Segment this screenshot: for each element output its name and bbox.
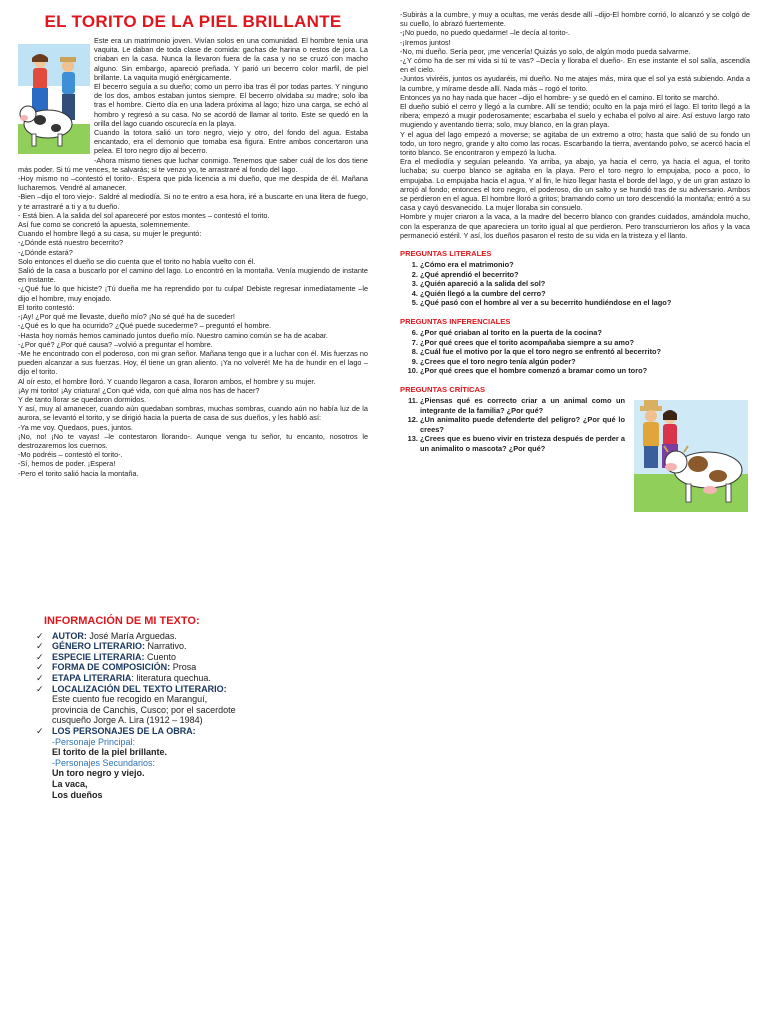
checkmark-icon: ✓ [36, 662, 44, 673]
story-paragraph: -¡Iremos juntos! [400, 37, 451, 47]
story-paragraph: Y de tanto llorar se quedaron dormidos. [18, 394, 147, 404]
story-paragraph: -¿Dónde estará? [18, 247, 73, 257]
secundario-value: Un toro negro y viejo. [52, 768, 145, 779]
question-item: 3. ¿Quién apareció a la salida del sol? [420, 279, 750, 289]
story-paragraph: -Sí, hemos de poder. ¡Espera! [18, 459, 116, 469]
secundario-value: Los dueños [52, 789, 103, 800]
question-item: 1. ¿Cómo era el matrimonio? [420, 260, 750, 270]
story-paragraph: -Hasta hoy nomás hemos caminado juntos dueño mío. Nuestro camino común se ha de acabar. [18, 330, 328, 340]
literal-questions-heading: PREGUNTAS LITERALES [400, 249, 492, 259]
checkmark-icon: ✓ [36, 641, 44, 652]
question-item: 2. ¿Qué aprendió el becerrito? [420, 270, 750, 280]
story-paragraph: -Hoy mismo no –contestó el torito-. Espera que pida licencia a mi dueño, que me despida de él. Mañana lucharemos. Vendré al amanecer. [18, 174, 368, 193]
critical-questions-heading: PREGUNTAS CRÍTICAS [400, 385, 486, 395]
story-paragraph: -¿Dónde está nuestro becerrito? [18, 238, 124, 248]
info-item-autor: ✓ AUTOR: José María Arguedas. [36, 630, 177, 641]
question-item: 8. ¿Cuál fue el motivo por la que el toro negro se enfrentó al becerrito? [420, 347, 750, 357]
story-text-right [400, 10, 750, 240]
story-paragraph: Al oír esto, el hombre lloró. Y cuando llegaron a casa, lloraron ambos, el hombre y su mujer. [18, 376, 316, 386]
inferential-questions-list [400, 328, 750, 376]
question-item: 6. ¿Por qué criaban al torito en la puerta de la cocina? [420, 328, 750, 338]
story-paragraph: -Subirás a la cumbre, y muy a ocultas, me verás desde allí –dijo-El hombre corrió, lo alcanzó y se colgó de su cuello, lo abrazó fuertemente. [400, 10, 750, 29]
story-paragraph: Hombre y mujer criaron a la vaca, a la madre del becerro blanco con grandes cuidados, amándola mucho, con la esperanza de que apareciera un torito igual al que perdieron. Pero transcurrieron los años y la vaca permaneció estéril. Y así, los dueños pasaron el resto de su vida en la tristeza y el llanto. [400, 212, 750, 240]
story-paragraph: Este era un matrimonio joven. Vivían solos en una comunidad. El hombre tenía una vaquita. Le daban de toda clase de comida: gachas de harina o restos de jora. La criaban en la casa. Nunca la llevaron fuera de la casa y no se cruzó con macho alguno. Sin embargo, apareció preñada. Y parió un becerro color marfil, de piel brillante. La vaquita mugió enérgicamente. [94, 36, 368, 82]
question-item: 11. ¿Piensas qué es correcto criar a un animal como un integrante de la familia? ¿Por qué? [420, 396, 625, 415]
localizacion-line: provincia de Canchis, Cusco; por el sacerdote [52, 704, 236, 715]
checkmark-icon: ✓ [36, 725, 44, 736]
info-item-personajes: ✓ LOS PERSONAJES DE LA OBRA: -Personaje Principal: El torito de la piel brillante. -Personajes Secundarios: Un toro negro y viejo. La vaca, Los dueños [36, 726, 366, 800]
question-item: 9. ¿Crees que el toro negro tenía algún poder? [420, 357, 750, 367]
checkmark-icon: ✓ [36, 651, 44, 662]
story-paragraph: -¿Por qué? ¿Por qué causa? –volvió a preguntar el hombre. [18, 339, 213, 349]
story-paragraph: -¿Y cómo ha de ser mi vida si tú te vas? –Decía y lloraba el dueño-. En ese instante el sol salía, ascendía en el cielo. [400, 56, 750, 75]
story-paragraph: El torito contestó: [18, 302, 75, 312]
story-paragraph: Así fue como se concretó la apuesta, solemnemente. [18, 220, 190, 230]
story-paragraph: -No, mi dueño. Sería peor, ¡me vencería! Quizás yo solo, de algún modo pueda salvarme. [400, 46, 691, 56]
story-paragraph: -Ahora mismo tienes que luchar conmigo. Tenemos que saber cuál de los dos tiene más poder. Si tú me vences, te salvarás; si te venzo yo, te arrastraré al fondo del lago. [18, 155, 368, 174]
story-paragraph: -Me he encontrado con el poderoso, con mi gran señor. Mañana tengo que ir a luchar con él. Mis fuerzas no pueden alcanzar a sus fuerzas. Hoy, él tiene un gran aliento. ¡Ya no volveré! Me ha de hundir en el lago –dijo el torito. [18, 348, 368, 377]
story-paragraph: -¡Ay! ¿Por qué me llevaste, dueño mío? ¡No sé qué ha de suceder! [18, 312, 235, 322]
localizacion-line: cusqueño Jorge A. Lira (1912 – 1984) [52, 715, 203, 726]
story-paragraph: Y así, muy al amanecer, cuando aún quedaban sombras, muchas sombras, cuando aún no había luz de la aurora, se levantó el torito, y se dirigió hacia la puerta de casa de sus dueños, y les habló así: [18, 404, 368, 423]
story-paragraph: Solo entonces el dueño se dio cuenta que el torito no había vuelto con él. [18, 256, 256, 266]
principal-label: -Personaje Principal: [52, 736, 136, 747]
secundarios-label: -Personajes Secundarios: [52, 757, 156, 768]
left-column [18, 10, 368, 478]
story-paragraph: Salió de la casa a buscarlo por el camino del lago. Lo encontró en la montaña. Venía mugiendo de instante en instante. [18, 266, 368, 285]
right-column [400, 10, 750, 454]
info-heading: INFORMACIÓN DE MI TEXTO: [44, 615, 200, 627]
info-item-especie: ✓ ESPECIE LITERARIA: Cuento [36, 651, 177, 662]
question-item: 12. ¿Un animalito puede defenderte del peligro? ¿Por qué lo crees? [420, 415, 625, 434]
story-paragraph: -Ya me voy. Quedaos, pues, juntos. [18, 422, 133, 432]
question-item: 4. ¿Quién llegó a la cumbre del cerro? [420, 289, 750, 299]
story-title: EL TORITO DE LA PIEL BRILLANTE [44, 12, 342, 31]
story-paragraph: El dueño subió el cerro y llegó a la cumbre. Allí se tendió; oculto en la paja miró el lago. El torito llegó a la ribera; empezó a mugir poderosamente; escarbaba el suelo y echaba el polvo al aire. Así estuvo largo rato mugiendo y aventando tierra; solo, muy blanco, en la gran playa. [400, 102, 750, 130]
literal-questions-list [400, 260, 750, 308]
critical-questions-block [400, 396, 750, 454]
story-text-left [18, 36, 368, 478]
story-paragraph: ¡No, no! ¡No te vayas! –le contestaron llorando-. Aunque venga tu señor, tu encanto, nosotros le destrozaremos los cuernos. [18, 431, 368, 450]
illustration-family-with-calf [18, 36, 90, 154]
info-item-forma: ✓ FORMA DE COMPOSICIÓN: Prosa [36, 662, 197, 673]
checkmark-icon: ✓ [36, 683, 44, 694]
story-paragraph: Entonces ya no hay nada que hacer –dijo el hombre- y se quedó en el camino. El torito se marchó. [400, 92, 720, 102]
checkmark-icon: ✓ [36, 630, 44, 641]
story-paragraph: Y el agua del lago empezó a moverse; se agitaba de un extremo a otro; hasta que salió de su fondo un todo, un toro negro, grande y alto como las rocas. Escarbando la tierra, aventando polvo, se acercó hacia el torito blanco. Se encontraron y empezó la lucha. [400, 129, 750, 158]
question-item: 10. ¿Por qué crees que el hombre comenzó a bramar como un toro? [420, 366, 750, 376]
story-paragraph: El becerro seguía a su dueño; como un perro iba tras él por todas partes. Y ninguno de los dos, ambos estaban juntos siempre. El becerro olvidaba su madre; solo iba tras el hombre. Cierto día en una ladera próxima al lago; hizo una carga, se echó al hombro y regresó a su casa. No se acordó de llamar al torito. Este se quedó en la orilla del lago cuando oscurecía en la playa. [94, 82, 368, 128]
inferential-questions-heading: PREGUNTAS INFERENCIALES [400, 317, 511, 327]
story-paragraph: Cuando la totora salió un toro negro, viejo y otro, del fondo del agua. Estaba encantado, era el demonio que tomaba esa figura. Entre ambos concertaron una pelea. El toro negro dijo al becerro. [94, 128, 368, 156]
question-item: 7. ¿Por qué crees que el torito acompañaba siempre a su amo? [420, 338, 750, 348]
text-information-section [36, 616, 366, 800]
story-paragraph: Era el mediodía y seguían peleando. Ya arriba, ya abajo, ya hacia el cerro, ya hacia el agua, el torito luchaba; su cuerpo blanco se agitaba en la playa. Pero el toro negro lo empujaba, poco a poco, lo empujaba. Lo empujaba hacia el agua. Y al fin, le hizo llegar hasta el borde del lago, y de un gran astazo lo arrojó al fondo; entonces el toro negro, el poderoso, dio un salto y se hundió tras de su adversario. Ambos se perdieron en el agua. El hombre lloró a gritos; bramando como un toro descendió la montaña; entró a su casa y cayó desvanecido. La mujer lloraba sin consuelo. [400, 157, 750, 213]
info-item-genero: ✓ GÉNERO LITERARIO: Narrativo. [36, 641, 187, 652]
secundario-value: La vaca, [52, 778, 88, 789]
critical-questions-list [400, 396, 625, 454]
question-item: 5. ¿Qué pasó con el hombre al ver a su becerrito hundiéndose en el lago? [420, 298, 750, 308]
localizacion-line: Este cuento fue recogido en Maranguí, [52, 694, 208, 705]
question-item: 13. ¿Crees que es bueno vivir en tristeza después de perder a un animalito o mascota? ¿Por qué? [420, 434, 625, 453]
info-item-etapa: ✓ ETAPA LITERARIA: literatura quechua. [36, 672, 211, 683]
story-paragraph: - Está bien. A la salida del sol apareceré por estos montes – contestó el torito. [18, 210, 270, 220]
story-paragraph: -¿Qué fue lo que hiciste? ¡Tú dueña me ha reprendido por tu culpa! Debiste regresar inmediatamente –le dijo el hombre, muy enojado. [18, 284, 368, 303]
story-paragraph: -Mo podréis – contestó el torito-. [18, 450, 123, 460]
story-paragraph: -Bien –dijo el toro viejo-. Saldré al mediodía. Si no te entro a esa hora, iré a buscarte en una litera de fuego, y te arrastraré a ti y a tu dueño. [18, 192, 368, 211]
illustration-couple-with-cow [634, 400, 748, 512]
story-paragraph: ¡Ay mi torito! ¡Ay criatura! ¿Con qué vida, con qué alma nos has de hacer? [18, 385, 260, 395]
info-item-localizacion: ✓ LOCALIZACIÓN DEL TEXTO LITERARIO: Este cuento fue recogido en Maranguí, provincia de Canchis, Cusco; por el sacerdote cusqueño Jorge A. Lira (1912 – 1984) [36, 684, 366, 726]
story-paragraph: -Juntos viviréis, juntos os ayudaréis, mi dueño. No me atajes más, mira que el sol ya está subiendo. Anda a la cumbre, y mírame desde allí. Nada más – rogó el torito. [400, 74, 750, 93]
principal-value: El torito de la piel brillante. [52, 747, 168, 758]
info-list [36, 631, 366, 801]
checkmark-icon: ✓ [36, 672, 44, 683]
story-paragraph: -¿Qué es lo que ha ocurrido? ¿Qué puede sucederme? – preguntó el hombre. [18, 321, 272, 331]
story-paragraph: -Pero el torito salió hacia la montaña. [18, 468, 139, 478]
story-paragraph: Cuando el hombre llegó a su casa, su mujer le preguntó: [18, 229, 202, 239]
story-paragraph: -¡No puedo, no puedo quedarme! –le decía al torito-. [400, 28, 570, 38]
